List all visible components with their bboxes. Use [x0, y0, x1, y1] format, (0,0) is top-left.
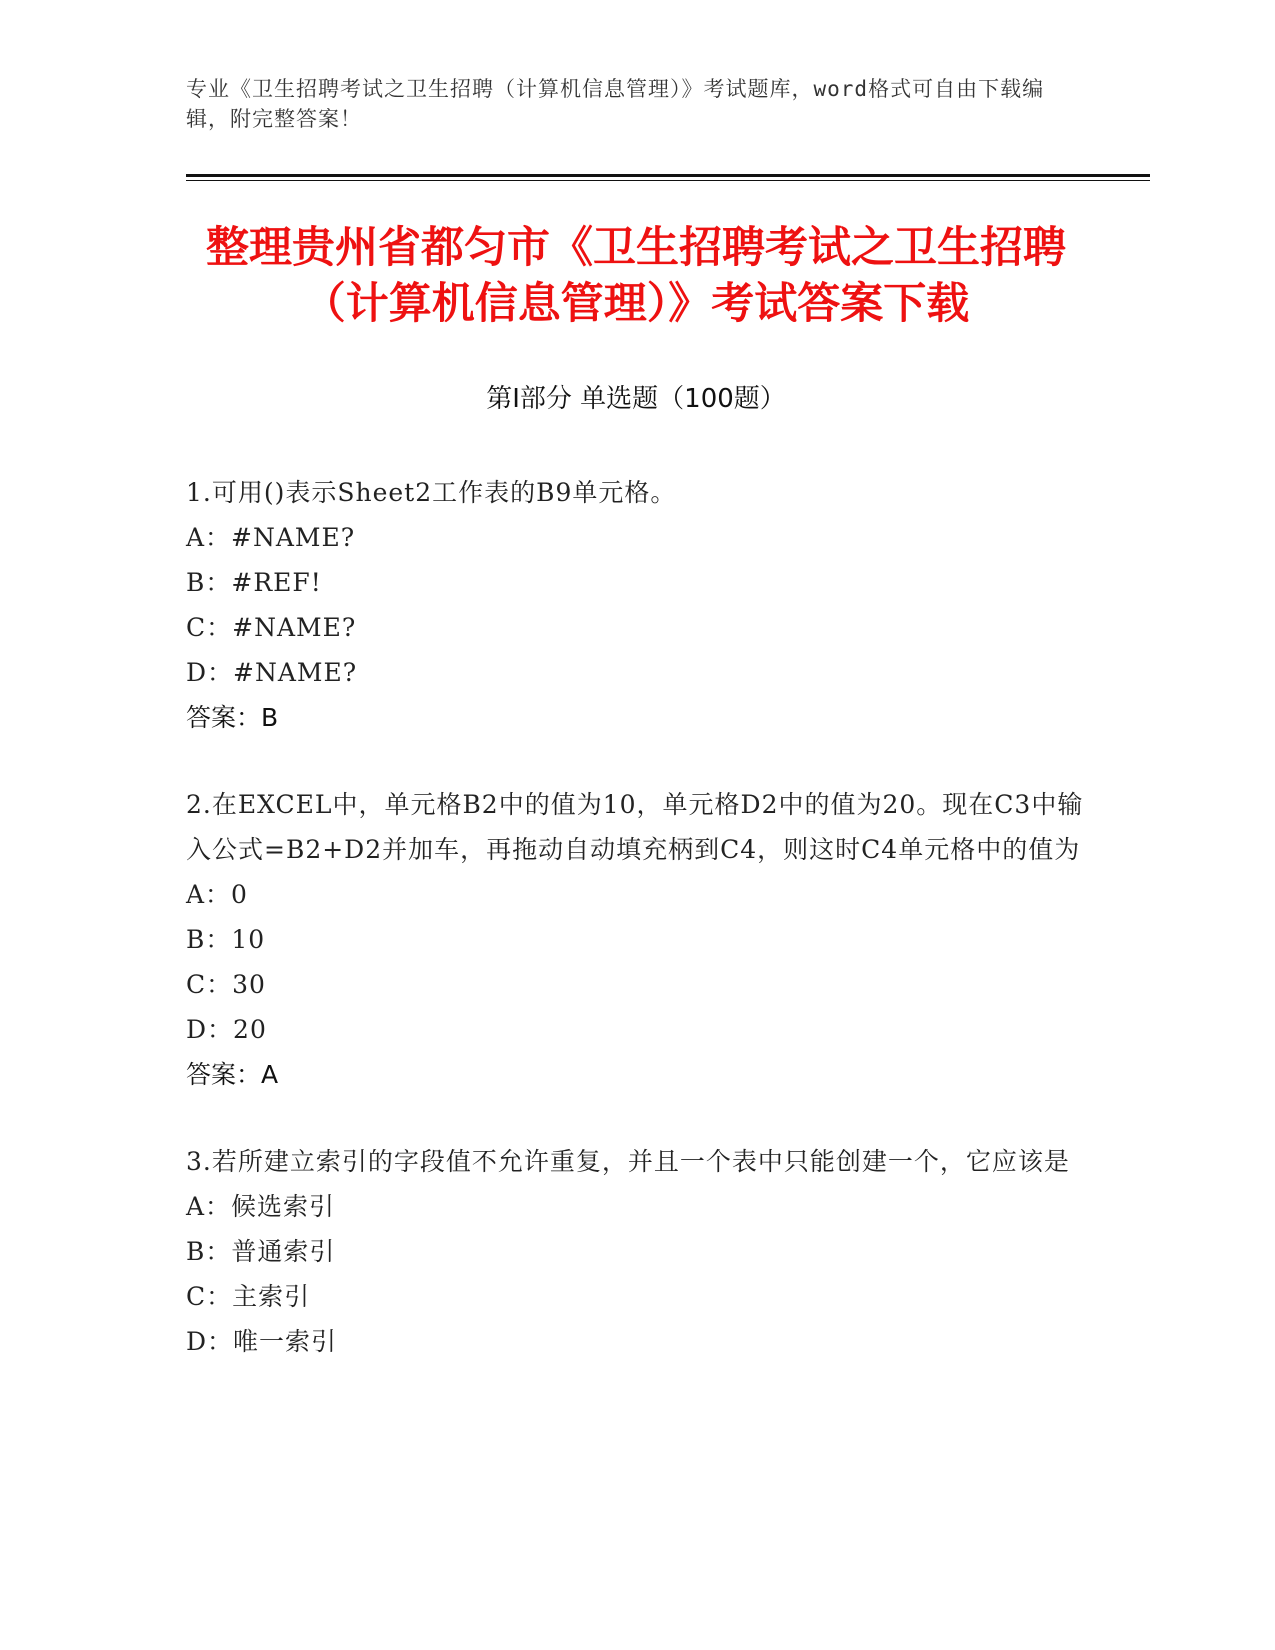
header-divider-thin — [186, 180, 1150, 181]
answer: 答案：B — [186, 703, 279, 732]
option-a: A：0 — [186, 880, 248, 909]
option-c: C：主索引 — [186, 1282, 311, 1311]
option-d: D：唯一索引 — [186, 1327, 338, 1356]
option-a: A：#NAME? — [186, 523, 356, 552]
header-note: 专业《卫生招聘考试之卫生招聘（计算机信息管理）》考试题库，word格式可自由下载编辑，附完整答案！ — [186, 77, 1045, 131]
option-a: A：候选索引 — [186, 1192, 336, 1221]
answer: 答案：A — [186, 1060, 279, 1089]
header-divider-thick — [186, 174, 1150, 177]
question-1 — [186, 470, 1086, 740]
question-stem: 1.可用()表示Sheet2工作表的B9单元格。 — [186, 478, 677, 507]
section-title: 第Ⅰ部分 单选题（100题） — [486, 384, 786, 414]
option-c: C：#NAME? — [186, 613, 357, 642]
question-stem: 3.若所建立索引的字段值不允许重复，并且一个表中只能创建一个，它应该是 — [186, 1147, 1070, 1176]
question-2 — [186, 782, 1086, 1097]
question-stem: 2.在EXCEL中，单元格B2中的值为10，单元格D2中的值为20。现在C3中输入公式=B2+D2并加车，再拖动自动填充柄到C4，则这时C4单元格中的值为 — [186, 790, 1084, 864]
option-b: B：10 — [186, 925, 266, 954]
option-c: C：30 — [186, 970, 266, 999]
option-b: B：#REF! — [186, 568, 322, 597]
option-b: B：普通索引 — [186, 1237, 336, 1266]
document-title: 整理贵州省都匀市《卫生招聘考试之卫生招聘（计算机信息管理）》考试答案下载 — [206, 223, 1066, 329]
question-list — [186, 470, 1086, 1406]
option-d: D：#NAME? — [186, 658, 358, 687]
question-3 — [186, 1139, 1086, 1364]
option-d: D：20 — [186, 1015, 267, 1044]
